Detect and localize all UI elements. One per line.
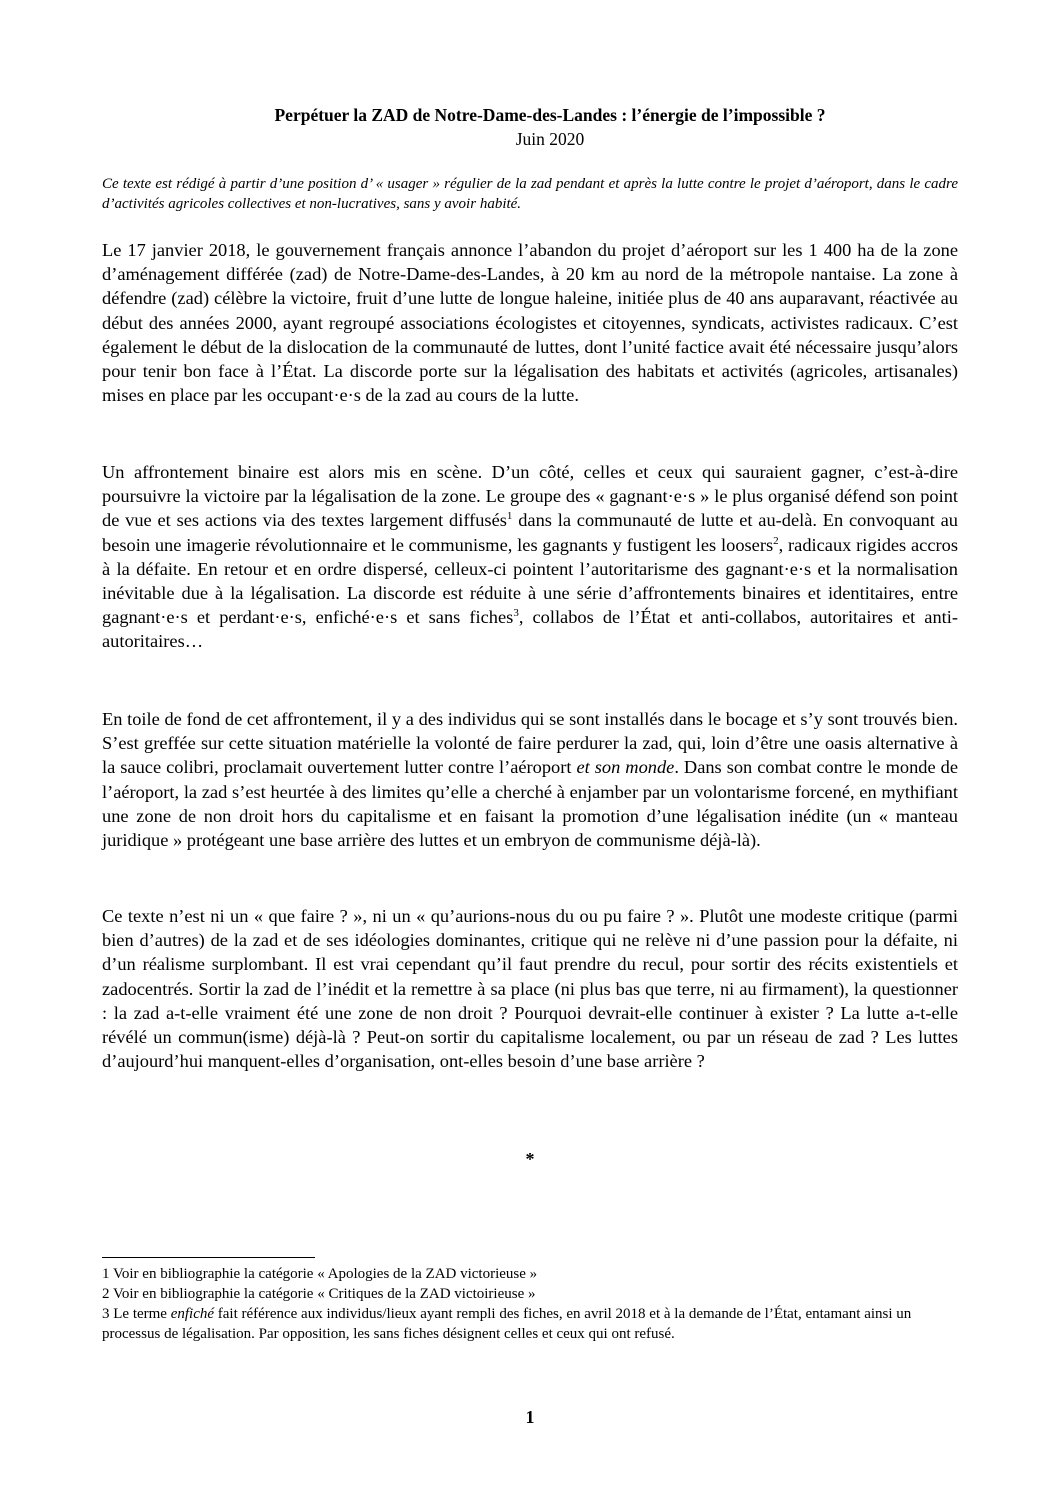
section-separator: * — [525, 1149, 535, 1169]
footnote-3-text: fait référence aux individus/lieux ayant rempli des fiches, en avril 2018 et à la demande de l’État, entamant ainsi un processus de légalisation. Par opposition, les sans fiches désignent celles et ceux qui ont refusé. — [102, 1306, 912, 1342]
footnotes — [102, 1264, 958, 1344]
document-title: Perpétuer la ZAD de Notre-Dame-des-Landes : l’énergie de l’impossible ? — [274, 105, 826, 125]
footnote-3 — [102, 1304, 958, 1344]
paragraph-3 — [102, 707, 958, 852]
footnote-3-text: 3 Le terme — [102, 1306, 171, 1322]
footnote-ref-3: 3 — [513, 607, 519, 620]
footnote-2: 2 Voir en bibliographie la catégorie « Critiques de la ZAD victoirieuse » — [102, 1286, 536, 1302]
intro-note: Ce texte est rédigé à partir d’une position d’ « usager » régulier de la zad pendant et après la lutte contre le projet d’aéroport, dans le cadre d’activités agricoles collectives et non-lucratives, sans y avoir habité. — [102, 176, 958, 212]
paragraph-2-text: dans la communauté de lutte et au-delà. En convoquant au besoin une imagerie révolutionnaire et le communisme, les gagnants y fustigent les loosers — [102, 510, 958, 555]
footnote-divider — [102, 1257, 315, 1258]
footnote-ref-1: 1 — [506, 510, 513, 523]
paragraph-2-text: Un affrontement binaire est alors mis en scène. D’un côté, celles et ceux qui sauraient gagner, c’est-à-dire poursuivre la victoire par la légalisation de la zone. Le groupe des « gagnant·e·s » le plus organisé défend son point de vue et ses actions via des textes largement diffusés — [102, 462, 958, 531]
paragraph-3-text: En toile de fond de cet affrontement, il y a des individus qui se sont installés dans le bocage et s’y sont trouvés bien. S’est greffée sur cette situation matérielle la volonté de faire perdurer la zad, qui, loin d’être une oasis alternative à la sauce colibri, proclamait ouvertement lutter contre l’aéroport — [102, 709, 958, 778]
page-number: 1 — [525, 1407, 535, 1427]
footnote-1: 1 Voir en bibliographie la catégorie « Apologies de la ZAD victorieuse » — [102, 1266, 538, 1282]
paragraph-4: Ce texte n’est ni un « que faire ? », ni un « qu’aurions-nous du ou pu faire ? ». Plutôt une modeste critique (parmi bien d’autres) de la zad et de ses idéologies dominantes, critique qui ne relève ni d’une passion pour la défaite, ni d’un réalisme surplombant. Il est vrai cependant qu’il faut prendre du recul, pour sortir des récits existentiels et zadocentrés. Sortir la zad de l’inédit et la remettre à sa place (ni plus bas que terre, ni au firmament), la questionner : la zad a-t-elle vraiment été une zone de non droit ? Pourquoi devrait-elle continuer à exister ? La lutte a-t-elle révélé un commun(isme) déjà-là ? Peut-on sortir du capitalisme localement, ou par un réseau de zad ? Les luttes d’aujourd’hui manquent-elles d’organisation, ont-elles besoin d’une base arrière ? — [102, 906, 958, 1072]
footnote-3-emphasis: enfiché — [170, 1306, 215, 1322]
paragraph-2-text: , collabos de l’État et anti-collabos, autoritaires et anti-autoritaires… — [102, 607, 958, 652]
paragraph-1: Le 17 janvier 2018, le gouvernement français annonce l’abandon du projet d’aéroport sur les 1 400 ha de la zone d’aménagement différée (zad) de Notre-Dame-des-Landes, à 20 km au nord de la métropole nantaise. La zone à défendre (zad) célèbre la victoire, fruit d’une lutte de longue haleine, initiée plus de 40 ans auparavant, réactivée au début des années 2000, ayant regroupé associations écologistes et citoyennes, syndicats, activistes radicaux. C’est également le début de la dislocation de la communauté de luttes, dont l’unité factice avait été nécessaire jusqu’alors pour tenir bon face à l’État. La discorde porte sur la légalisation des habitats et activités (agricoles, artisanales) mises en place par les occupant·e·s de la zad au cours de la lutte. — [102, 240, 958, 406]
paragraph-2-text: , radicaux rigides accros à la défaite. En retour et en ordre dispersé, celleux-ci pointent l’autoritarisme des gagnant·e·s et la normalisation inévitable due à la légalisation. La discorde est réduite à une série d’affrontements binaires et identitaires, entre gagnant·e·s et perdant·e·s, enfiché·e·s et sans fiches — [102, 534, 958, 628]
document-date: Juin 2020 — [515, 129, 585, 149]
footnote-ref-2: 2 — [773, 534, 779, 547]
paragraph-2 — [102, 460, 958, 654]
paragraph-3-emphasis: et son monde — [576, 757, 675, 778]
paragraph-3-text: . Dans son combat contre le monde de l’aéroport, la zad s’est heurtée à des limites qu’elle a cherché à enjamber par un volontarisme forcené, en mythifiant une zone de non droit hors du capitalisme et en faisant la promotion d’une légalisation inédite (un « manteau juridique » protégeant une base arrière des luttes et un embryon de communisme déjà-là). — [102, 757, 958, 851]
